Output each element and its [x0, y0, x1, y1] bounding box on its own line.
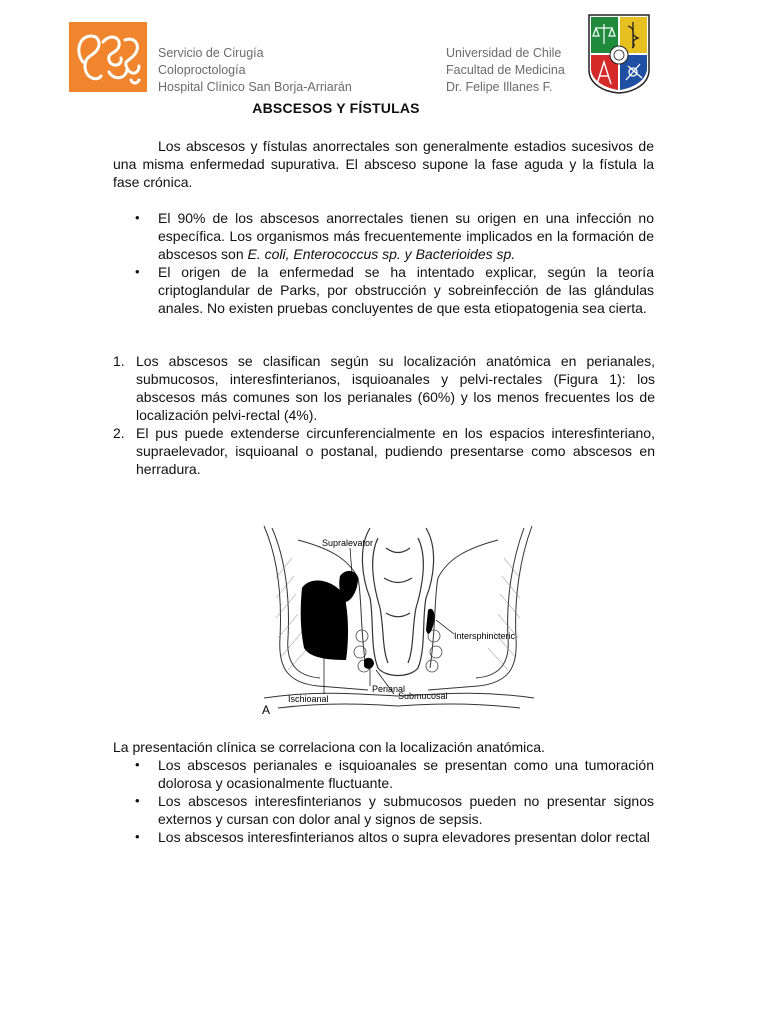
label-intersphincteric: Intersphincteric	[454, 631, 516, 641]
university-shield-logo	[588, 14, 650, 94]
list-item-text: Los abscesos se clasifican según su localización anatómica en perianales, submucosos, interesfinterianos, isquioanales y pelvi-rectales (Figura 1): los abscesos más comunes son los perianales (60%) y los menos frecuentes los de localización pelvi-rectal (4%).	[136, 353, 655, 423]
bullet-text: El 90% de los abscesos anorrectales tienen su origen en una infección no específica. Los organismos más frecuentemente implicados en la formación de abscesos son	[158, 210, 654, 262]
header-left-line-1: Servicio de Cirugía	[158, 46, 264, 60]
label-ischioanal: Ischioanal	[288, 694, 329, 704]
label-perianal: Perianal	[372, 684, 406, 694]
hospital-logo	[69, 22, 147, 92]
document-title: ABSCESOS Y FÍSTULAS	[252, 100, 420, 116]
clinical-bullet-list	[158, 756, 654, 846]
abscess-anatomy-figure	[258, 518, 538, 724]
list-item: • Los abscesos perianales e isquioanales se presentan como una tumoración dolorosa y ocasionalmente fluctuante.	[158, 756, 654, 792]
list-item: • Los abscesos interesfinterianos altos o supra elevadores presentan dolor rectal	[158, 828, 654, 846]
header-left-line-2: Coloproctología	[158, 63, 246, 77]
header-university	[446, 45, 565, 96]
intro-paragraph: Los abscesos y fístulas anorrectales son generalmente estadios sucesivos de una misma enfermedad supurativa. El absceso supone la fase aguda y la fístula la fase crónica.	[113, 138, 654, 190]
header-institution	[158, 45, 352, 96]
hospital-logo-mark	[69, 22, 147, 92]
university-shield-icon	[588, 14, 650, 94]
header-right-line-2: Facultad de Medicina	[446, 63, 565, 77]
list-item	[158, 209, 654, 263]
figure-panel-label: A	[262, 703, 271, 717]
list-number: 2.	[113, 425, 125, 441]
list-item: • Los abscesos interesfinterianos y submucosos pueden no presentar signos externos y cursan con dolor anal y signos de sepsis.	[158, 792, 654, 828]
clinical-presentation-intro: La presentación clínica se correlaciona con la localización anatómica.	[113, 739, 545, 755]
bullet-italic-organisms: E. coli, Enterococcus sp. y Bacterioides sp.	[247, 246, 516, 262]
list-number: 1.	[113, 353, 125, 369]
list-item: • El origen de la enfermedad se ha intentado explicar, según la teoría criptoglandular de Parks, por obstrucción y sobreinfección de las glándulas anales. No existen pruebas concluyentes de que esta etiopatogenia sea cierta.	[158, 263, 654, 317]
anatomy-drawing	[258, 518, 538, 724]
header-right-line-3: Dr. Felipe Illanes F.	[446, 80, 553, 94]
classification-numbered-list	[113, 352, 655, 478]
list-item	[113, 424, 655, 478]
label-supralevator: Supralevator	[322, 538, 374, 548]
etiology-bullet-list	[158, 209, 654, 317]
header-left-line-3: Hospital Clínico San Borja-Arriarán	[158, 80, 352, 94]
header-right-line-1: Universidad de Chile	[446, 46, 562, 60]
label-submucosal: Submucosal	[398, 691, 448, 701]
list-item	[113, 352, 655, 424]
list-item-text: El pus puede extenderse circunferencialmente en los espacios interesfinteriano, supraelevador, isquioanal o postanal, pudiendo presentarse como abscesos en herradura.	[136, 425, 655, 477]
